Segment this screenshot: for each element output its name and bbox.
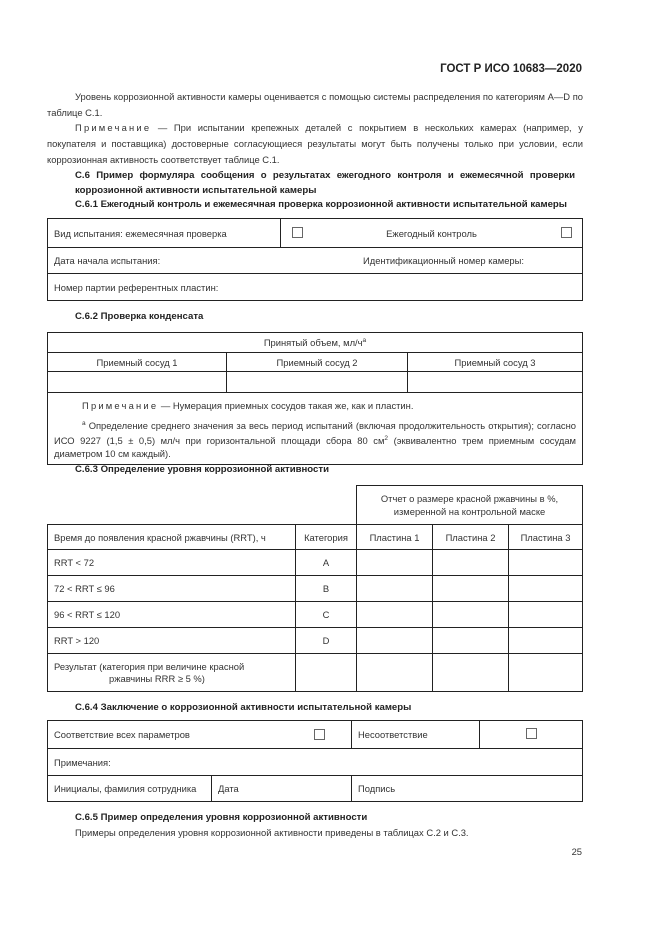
section-heading: C.6.5 Пример определения уровня коррозионной активности: [75, 812, 368, 823]
test-type-label: Вид испытания: ежемесячная проверка: [48, 219, 281, 248]
conclusion-table: [47, 720, 583, 802]
vessel-header: Приемный сосуд 3: [408, 353, 583, 372]
category-header: Категория: [296, 525, 357, 550]
condensate-table: [47, 332, 583, 465]
section-heading: C.6.2 Проверка конденсата: [75, 311, 204, 322]
section-heading: C.6.3 Определение уровня коррозионной активности: [75, 464, 329, 475]
nonconformity-checkbox[interactable]: [526, 728, 537, 739]
plate-header: Пластина 2: [433, 525, 509, 550]
annual-label: Ежегодный контроль: [313, 219, 550, 248]
chamber-id-label: Идентификационный номер камеры:: [313, 248, 583, 274]
conformity-checkbox[interactable]: [314, 729, 325, 740]
note: [47, 120, 583, 168]
batch-label: Номер партии референтных пластин:: [48, 274, 583, 301]
document-header: ГОСТ Р ИСО 10683—2020: [440, 63, 582, 75]
table-row: RRT < 72 A: [48, 550, 583, 576]
table-note: Примечание — Нумерация приемных сосудов такая же, как и пластин. $^a$ Определение среднего значения за весь период испытаний (включая продолжительность открытия); согласно ИСО 9227 (1,5 ± 0,5) мл/ч при горизонтальной площади сбора 80 $см^2$ (эквивалентно трем приемным сосудам диаметром 10 см каждый).: [48, 393, 583, 465]
plate-header: Пластина 3: [509, 525, 583, 550]
start-date-label: Дата начала испытания:: [48, 248, 314, 274]
page-number: 25: [571, 846, 582, 857]
annual-checkbox[interactable]: [561, 227, 572, 238]
rrt-header: Время до появления красной ржавчины (RRT), ч: [48, 525, 296, 550]
signature-label: Подпись: [352, 776, 583, 802]
paragraph: Примеры определения уровня коррозионной активности приведены в таблицах C.2 и C.3.: [75, 827, 469, 838]
corrosion-level-table: [47, 485, 583, 692]
vessel-cell[interactable]: [48, 372, 227, 393]
plate-header: Пластина 1: [357, 525, 433, 550]
table-row: 96 < RRT ≤ 120 C: [48, 602, 583, 628]
conformity-cell: [48, 721, 352, 749]
result-row: Результат (категория при величине красной ржавчины RRR ≥ 5 %): [48, 654, 583, 692]
monthly-checkbox[interactable]: [292, 227, 303, 238]
notes-label: Примечания:: [48, 749, 583, 776]
date-label: Дата: [212, 776, 352, 802]
nonconformity-label: Несоответствие: [352, 721, 480, 749]
note-text: — При испытании крепежных деталей с покрытием в нескольких камерах (например, у покупателя и поставщика) достоверные согласующиеся результаты могут быть получены только при условии, если коррозионная активность соответствует таблице C.1.: [47, 122, 583, 165]
vessel-cell[interactable]: [408, 372, 583, 393]
section-heading: C.6.1 Ежегодный контроль и ежемесячная проверка коррозионной активности испытательной камеры: [75, 199, 567, 210]
volume-header: Принятый объем, $мл/ч^a$: [48, 333, 583, 353]
initials-label: Инициалы, фамилия сотрудника: [48, 776, 212, 802]
table-row: 72 < RRT ≤ 96 B: [48, 576, 583, 602]
paragraph: Уровень коррозионной активности камеры оценивается с помощью системы распределения по категориям A—D по таблице C.1.: [47, 91, 583, 118]
section-heading: C.6.4 Заключение о коррозионной активности испытательной камеры: [75, 702, 412, 713]
vessel-cell[interactable]: [227, 372, 408, 393]
report-header: Отчет о размере красной ржавчины в %, измеренной на контрольной маске: [357, 486, 583, 525]
vessel-header: Приемный сосуд 1: [48, 353, 227, 372]
note-label: Примечание: [75, 122, 152, 133]
table-row: RRT > 120 D: [48, 628, 583, 654]
annual-control-table: [47, 218, 583, 301]
section-heading: C.6 Пример формуляра сообщения о результатах ежегодного контроля и ежемесячной проверки коррозионной активности испытательной камеры: [75, 170, 575, 196]
conformity-label: Соответствие всех параметров: [54, 729, 190, 740]
vessel-header: Приемный сосуд 2: [227, 353, 408, 372]
